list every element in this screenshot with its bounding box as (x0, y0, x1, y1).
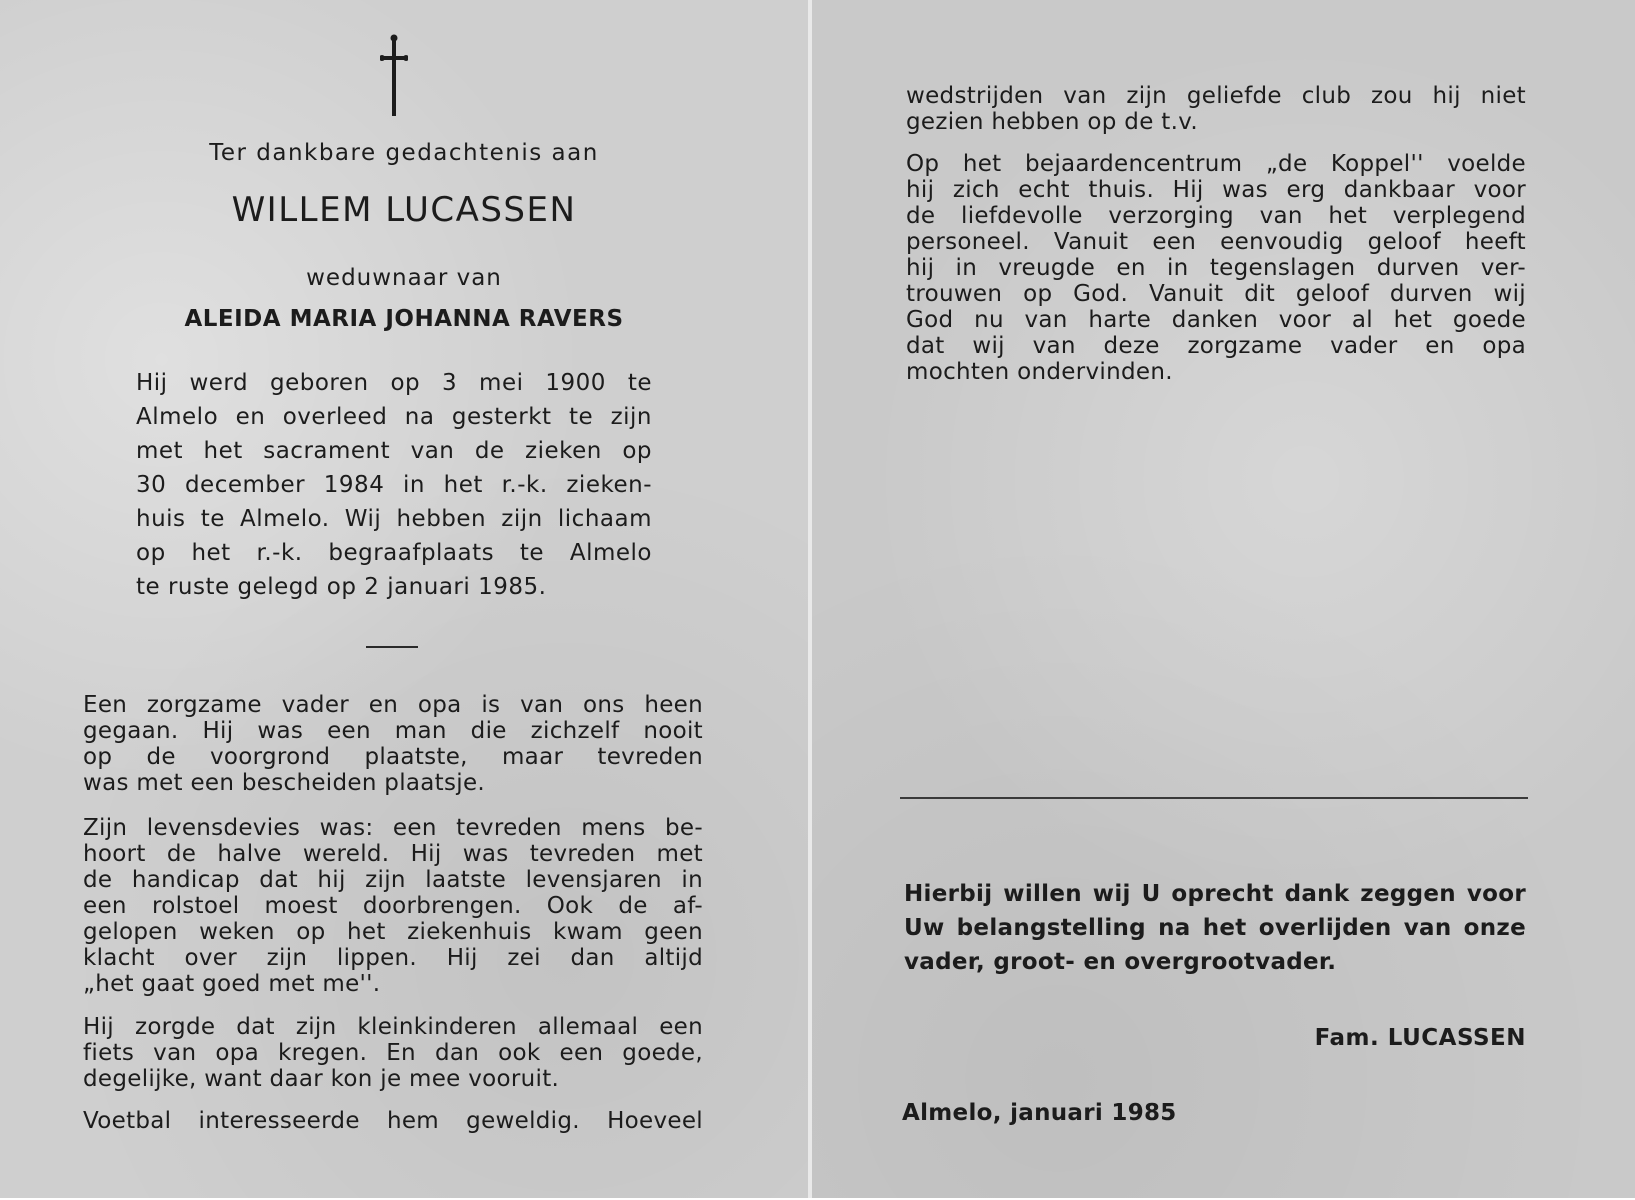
paragraph-line: een rolstoel moest doorbrengen. Ook de af- (83, 893, 703, 919)
paragraph-grandchildren (83, 1014, 703, 1092)
thank-you-note (904, 877, 1526, 979)
biography-line: 30 december 1984 in het r.-k. zieken- (136, 472, 652, 498)
paragraph-line: „het gaat goed met me''. (83, 971, 381, 997)
biography (136, 366, 652, 604)
paragraph-line: mochten ondervinden. (906, 359, 1173, 385)
paragraph-line: hij zich echt thuis. Hij was erg dankbaar voor (906, 177, 1526, 203)
paragraph-care-home (906, 151, 1526, 385)
thank-you-line: Uw belangstelling na het overlijden van onze (904, 915, 1526, 941)
biography-line: Almelo en overleed na gesterkt te zijn (136, 404, 652, 430)
paragraph-line: de liefdevolle verzorging van het verplegend (906, 203, 1526, 229)
thank-you-line: Hierbij willen wij U oprecht dank zeggen voor (904, 881, 1526, 907)
paragraph-line: degelijke, want daar kon je mee vooruit. (83, 1066, 560, 1092)
paragraph-line: fiets van opa kregen. En dan ook een goede, (83, 1040, 703, 1066)
relation-label: weduwnaar van (306, 265, 502, 291)
biography-line: op het r.-k. begraafplaats te Almelo (136, 540, 652, 566)
paragraph-line: gezien hebben op de t.v. (906, 109, 1198, 135)
paragraph-line: de handicap dat hij zijn laatste levensjaren in (83, 867, 703, 893)
paragraph-line: wedstrijden van zijn geliefde club zou hij niet (906, 83, 1526, 109)
paragraph-football (83, 1108, 703, 1134)
biography-line: Hij werd geboren op 3 mei 1900 te (136, 370, 652, 396)
spouse-name: ALEIDA MARIA JOHANNA RAVERS (184, 306, 624, 332)
paragraph-line: hoort de halve wereld. Hij was tevreden met (83, 841, 703, 867)
paragraph-line: was met een bescheiden plaatsje. (83, 770, 486, 796)
paragraph-line: gegaan. Hij was een man die zichzelf nooit (83, 718, 703, 744)
place-date: Almelo, januari 1985 (902, 1100, 1177, 1126)
paragraph-line: trouwen op God. Vanuit dit geloof durven wij (906, 281, 1526, 307)
section-divider (900, 797, 1528, 799)
paragraph-line: klacht over zijn lippen. Hij zei dan altijd (83, 945, 703, 971)
paragraph-line: Voetbal interesseerde hem geweldig. Hoeveel (83, 1108, 703, 1134)
paragraph-line: Zijn levensdevies was: een tevreden mens be- (83, 815, 703, 841)
family-signature: Fam. LUCASSEN (1314, 1025, 1526, 1051)
paragraph-line: God nu van harte danken voor al het goede (906, 307, 1526, 333)
paragraph-line: hij in vreugde en in tegenslagen durven ver- (906, 255, 1526, 281)
biography-line: huis te Almelo. Wij hebben zijn lichaam (136, 506, 652, 532)
paragraph-motto (83, 815, 703, 997)
deceased-name: WILLEM LUCASSEN (231, 190, 577, 230)
paragraph-line: dat wij van deze zorgzame vader en opa (906, 333, 1526, 359)
biography-line: met het sacrament van de zieken op (136, 438, 652, 464)
paragraph-line: Hij zorgde dat zijn kleinkinderen allemaal een (83, 1014, 703, 1040)
paragraph-line: Een zorgzame vader en opa is van ons heen (83, 692, 703, 718)
thank-you-line: vader, groot- en overgrootvader. (904, 949, 1337, 975)
paragraph-football-continued (906, 83, 1526, 135)
cross-icon (380, 34, 408, 118)
paragraph-line: op de voorgrond plaatste, maar tevreden (83, 744, 703, 770)
section-divider (366, 646, 418, 648)
paragraph-line: personeel. Vanuit een eenvoudig geloof heeft (906, 229, 1526, 255)
dedication-intro: Ter dankbare gedachtenis aan (209, 140, 599, 166)
biography-line: te ruste gelegd op 2 januari 1985. (136, 574, 547, 600)
left-page (0, 0, 808, 1198)
paragraph-line: Op het bejaardencentrum „de Koppel'' voelde (906, 151, 1526, 177)
paragraph-line: gelopen weken op het ziekenhuis kwam geen (83, 919, 703, 945)
paragraph-character (83, 692, 703, 796)
